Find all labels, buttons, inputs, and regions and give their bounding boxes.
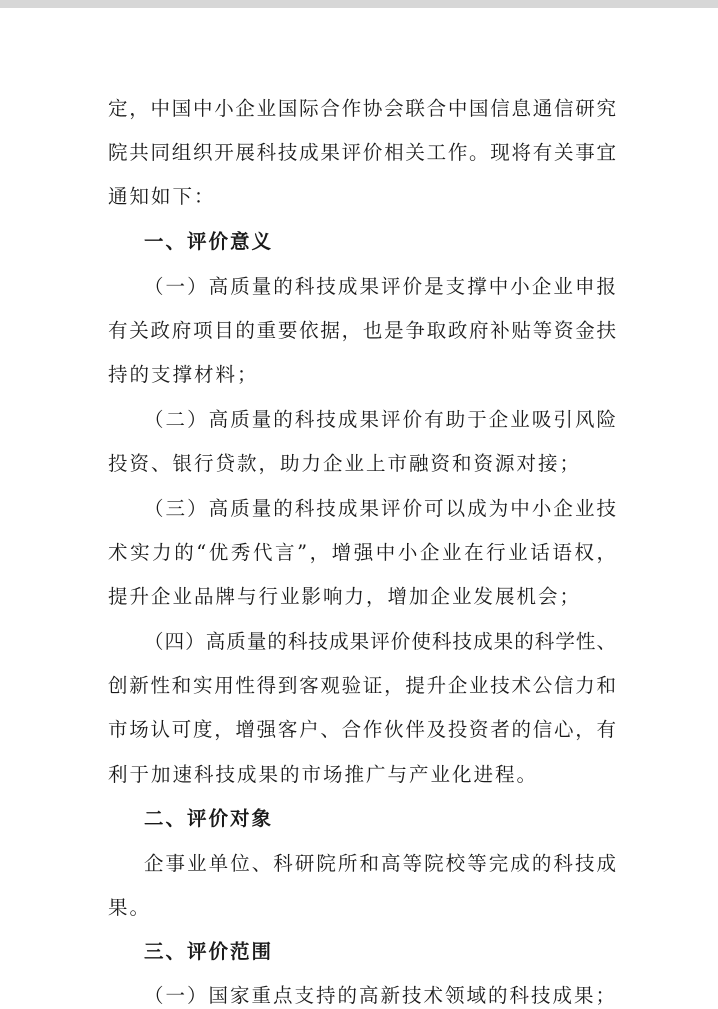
section-heading-objects: 二、评价对象 <box>144 807 274 830</box>
body-text-line: 创新性和实用性得到客观验证，提升企业技术公信力和 <box>108 674 616 697</box>
top-edge-bar <box>0 0 718 8</box>
body-text-line: （四）高质量的科技成果评价使科技成果的科学性、 <box>144 630 616 653</box>
body-text-line: 提升企业品牌与行业影响力，增加企业发展机会； <box>108 585 582 608</box>
body-text-line: 投资、银行贷款，助力企业上市融资和资源对接； <box>108 452 582 475</box>
body-text-line: 持的支撑材料； <box>108 363 259 386</box>
body-text-line: 企事业单位、科研院所和高等院校等完成的科技成 <box>144 852 616 875</box>
body-text-line: 果。 <box>108 896 152 919</box>
body-text-line: 利于加速科技成果的市场推广与产业化进程。 <box>108 763 539 786</box>
body-text-line: 通知如下： <box>108 185 216 208</box>
section-heading-significance: 一、评价意义 <box>144 230 274 253</box>
body-text-line: 院共同组织开展科技成果评价相关工作。现将有关事宜 <box>108 141 616 164</box>
section-heading-scope: 三、评价范围 <box>144 940 274 963</box>
body-text-line: 市场认可度，增强客户、合作伙伴及投资者的信心，有 <box>108 718 616 741</box>
body-text-line: （三）高质量的科技成果评价可以成为中小企业技 <box>144 497 616 520</box>
body-text-line: （一）国家重点支持的高新技术领域的科技成果； <box>144 984 618 1007</box>
body-text-line: 有关政府项目的重要依据，也是争取政府补贴等资金扶 <box>108 319 616 342</box>
body-text-line: 定，中国中小企业国际合作协会联合中国信息通信研究 <box>108 97 616 120</box>
body-text-line: （二）高质量的科技成果评价有助于企业吸引风险 <box>144 408 616 431</box>
body-text-line: 术实力的“优秀代言”，增强中小企业在行业话语权， <box>108 541 616 564</box>
body-text-line: （一）高质量的科技成果评价是支撑中小企业申报 <box>144 275 616 298</box>
